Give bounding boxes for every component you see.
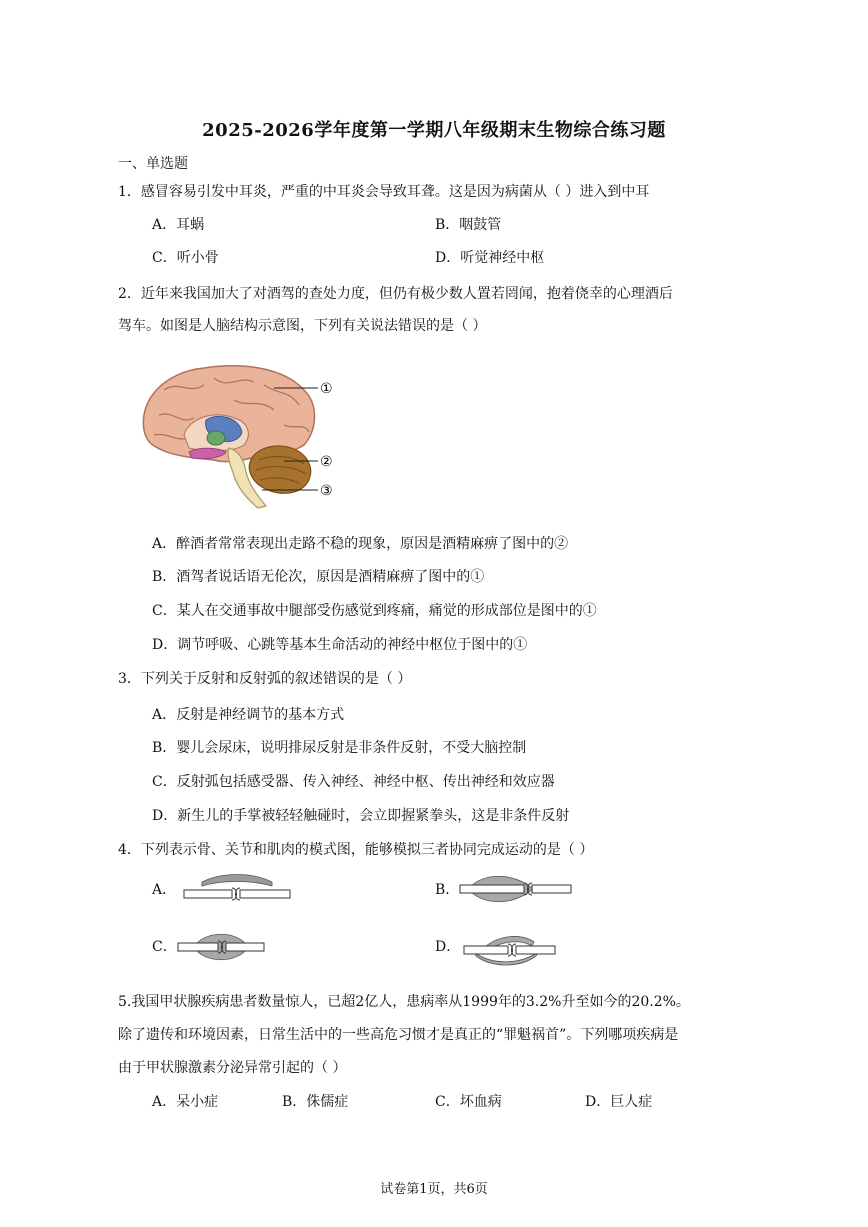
question-2-stem-line-1: 2．近年来我国加大了对酒驾的查处力度，但仍有极少数人置若罔闻，抱着侥幸的心理酒后 (118, 286, 673, 302)
question-4-stem: 4．下列表示骨、关节和肌肉的模式图，能够模拟三者协同完成运动的是（ ） (118, 842, 594, 858)
question-3-option-d[interactable]: D．新生儿的手掌被轻轻触碰时，会立即握紧拳头，这是非条件反射 (152, 808, 570, 824)
question-5-option-c[interactable]: C．坏血病 (435, 1094, 502, 1110)
joint-diagram-d (462, 928, 557, 966)
question-5-stem-line-2: 除了遗传和环境因素，日常生活中的一些高危习惯才是真正的“罪魁祸首”。下列哪项疾病是 (118, 1027, 679, 1043)
page-title: 2025-2026学年度第一学期八年级期末生物综合练习题 (202, 120, 666, 141)
section-heading: 一、单选题 (118, 156, 188, 172)
brain-structure-diagram (134, 360, 344, 510)
question-1-stem: 1．感冒容易引发中耳炎，严重的中耳炎会导致耳聋。这是因为病菌从（ ）进入到中耳 (118, 184, 650, 200)
question-5-stem-line-1: 5.我国甲状腺疾病患者数量惊人，已超2亿人，患病率从1999年的3.2%升至如今的20.2%。 (118, 994, 690, 1010)
question-3-option-a[interactable]: A．反射是神经调节的基本方式 (152, 707, 345, 723)
question-1-option-d[interactable]: D．听觉神经中枢 (435, 250, 545, 266)
question-1-option-c[interactable]: C．听小骨 (152, 250, 219, 266)
question-2-option-a[interactable]: A．醉酒者常常表现出走路不稳的现象，原因是酒精麻痹了图中的② (152, 536, 569, 552)
question-2-option-d[interactable]: D．调节呼吸、心跳等基本生命活动的神经中枢位于图中的① (152, 637, 528, 653)
page-footer: 试卷第1页，共6页 (380, 1182, 488, 1197)
question-4-option-d[interactable]: D． (435, 939, 461, 955)
question-2-option-c[interactable]: C．某人在交通事故中腿部受伤感觉到疼痛，痛觉的形成部位是图中的① (152, 603, 597, 619)
joint-diagram-b (458, 870, 573, 908)
question-4-option-a[interactable]: A． (152, 882, 177, 898)
question-3-stem: 3．下列关于反射和反射弧的叙述错误的是（ ） (118, 671, 412, 687)
question-2-stem-line-2: 驾车。如图是人脑结构示意图，下列有关说法错误的是（ ） (118, 318, 487, 334)
question-5-option-d[interactable]: D．巨人症 (585, 1094, 653, 1110)
label-2: ② (320, 454, 333, 470)
question-1-option-a[interactable]: A．耳蜗 (152, 217, 205, 233)
question-3-option-c[interactable]: C．反射弧包括感受器、传入神经、神经中枢、传出神经和效应器 (152, 774, 555, 790)
joint-diagram-a (182, 874, 292, 906)
question-4-option-b[interactable]: B． (435, 882, 460, 898)
label-1: ① (320, 381, 333, 397)
question-5-option-b[interactable]: B．侏儒症 (282, 1094, 349, 1110)
question-2-option-b[interactable]: B．酒驾者说话语无伦次，原因是酒精麻痹了图中的① (152, 569, 485, 585)
question-3-option-b[interactable]: B．婴儿会尿床，说明排尿反射是非条件反射，不受大脑控制 (152, 740, 527, 756)
label-3: ③ (320, 483, 333, 499)
question-5-option-a[interactable]: A．呆小症 (152, 1094, 219, 1110)
question-4-option-c[interactable]: C． (152, 939, 177, 955)
question-1-option-b[interactable]: B．咽鼓管 (435, 217, 502, 233)
question-5-stem-line-3: 由于甲状腺激素分泌异常引起的（ ） (118, 1060, 347, 1076)
joint-diagram-c (176, 928, 266, 966)
